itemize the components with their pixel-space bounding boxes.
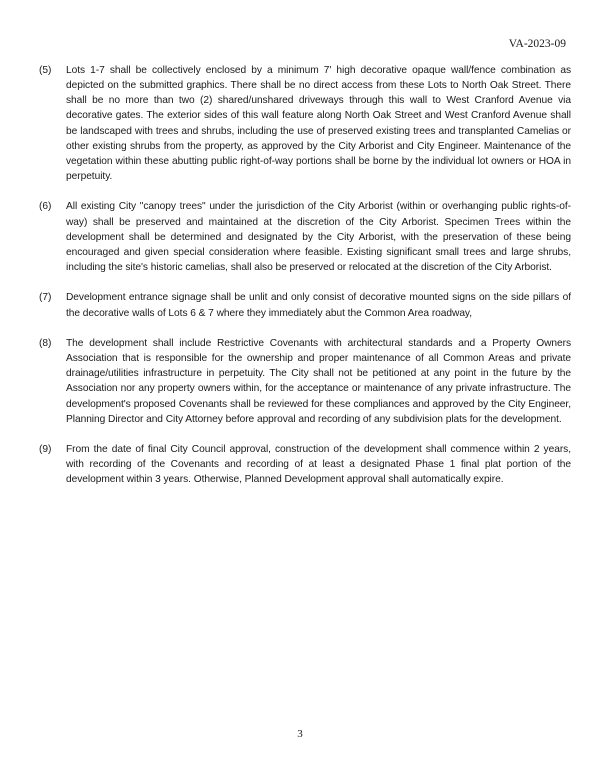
document-id: VA-2023-09 [508, 38, 566, 50]
condition-text: All existing City "canopy trees" under the jurisdiction of the City Arborist (within or overhanging public rights-of-way) shall be preserved and maintained at the discretion of the City Arborist. Specimen Trees within the development shall be determined and designated by the City Arborist, with the preservation of these being encouraged and given special consideration where feasible. Existing significant small trees and large shrubs, including the site's historic camelias, shall also be preserved or relocated at the discretion of the City Arborist. [66, 201, 571, 274]
condition-number: (5) [39, 65, 52, 76]
condition-number: (6) [39, 201, 52, 213]
condition-number: (9) [39, 444, 52, 456]
condition-item [39, 290, 571, 320]
condition-text: Lots 1-7 shall be collectively enclosed by a minimum 7' high decorative opaque wall/fence combination as depicted on the submitted graphics. There shall be no direct access from these Lots to North Oak Street. There shall be no more than two (2) shared/unshared driveways through this wall to West Cranford Avenue via decorative gates. The exterior sides of this wall feature along North Oak Street and West Cranford Avenue shall be landscaped with trees and shrubs, including the use of preserved existing trees and transplanted Camelias or other existing shrubs from the property, as approved by the City Arborist and City Engineer. Maintenance of the vegetation within these abutting public right-of-way portions shall be borne by the individual lot owners or HOA in perpetuity. [66, 65, 571, 183]
condition-item [39, 63, 571, 184]
conditions-list [39, 63, 571, 503]
condition-number: (7) [39, 292, 52, 304]
condition-text: Development entrance signage shall be unlit and only consist of decorative mounted signs on the side pillars of the decorative walls of Lots 6 & 7 where they immediately abut the Common Area roadway, [66, 292, 571, 319]
condition-item [39, 442, 571, 487]
condition-text: From the date of final City Council approval, construction of the development shall commence within 2 years, with recording of the Covenants and recording of at least a designated Phase 1 final plat portion of the development within 3 years. Otherwise, Planned Development approval shall automatically expire. [66, 444, 571, 486]
page-number: 3 [297, 728, 303, 740]
condition-number: (8) [39, 337, 52, 349]
condition-item [39, 199, 571, 275]
condition-item [39, 336, 571, 427]
condition-text: The development shall include Restrictive Covenants with architectural standards and a Property Owners Association that is responsible for the ownership and proper maintenance of all Common Areas and private drainage/utilities infrastructure in perpetuity. The City shall not be petitioned at any point in the future by the Association nor any property owners within, for the acceptance or maintenance of any private infrastructure. The development's proposed Covenants shall be reviewed for these compliances and approved by the City Engineer, Planning Director and City Attorney before approval and recording of any subdivision plats for the development. [66, 337, 571, 425]
